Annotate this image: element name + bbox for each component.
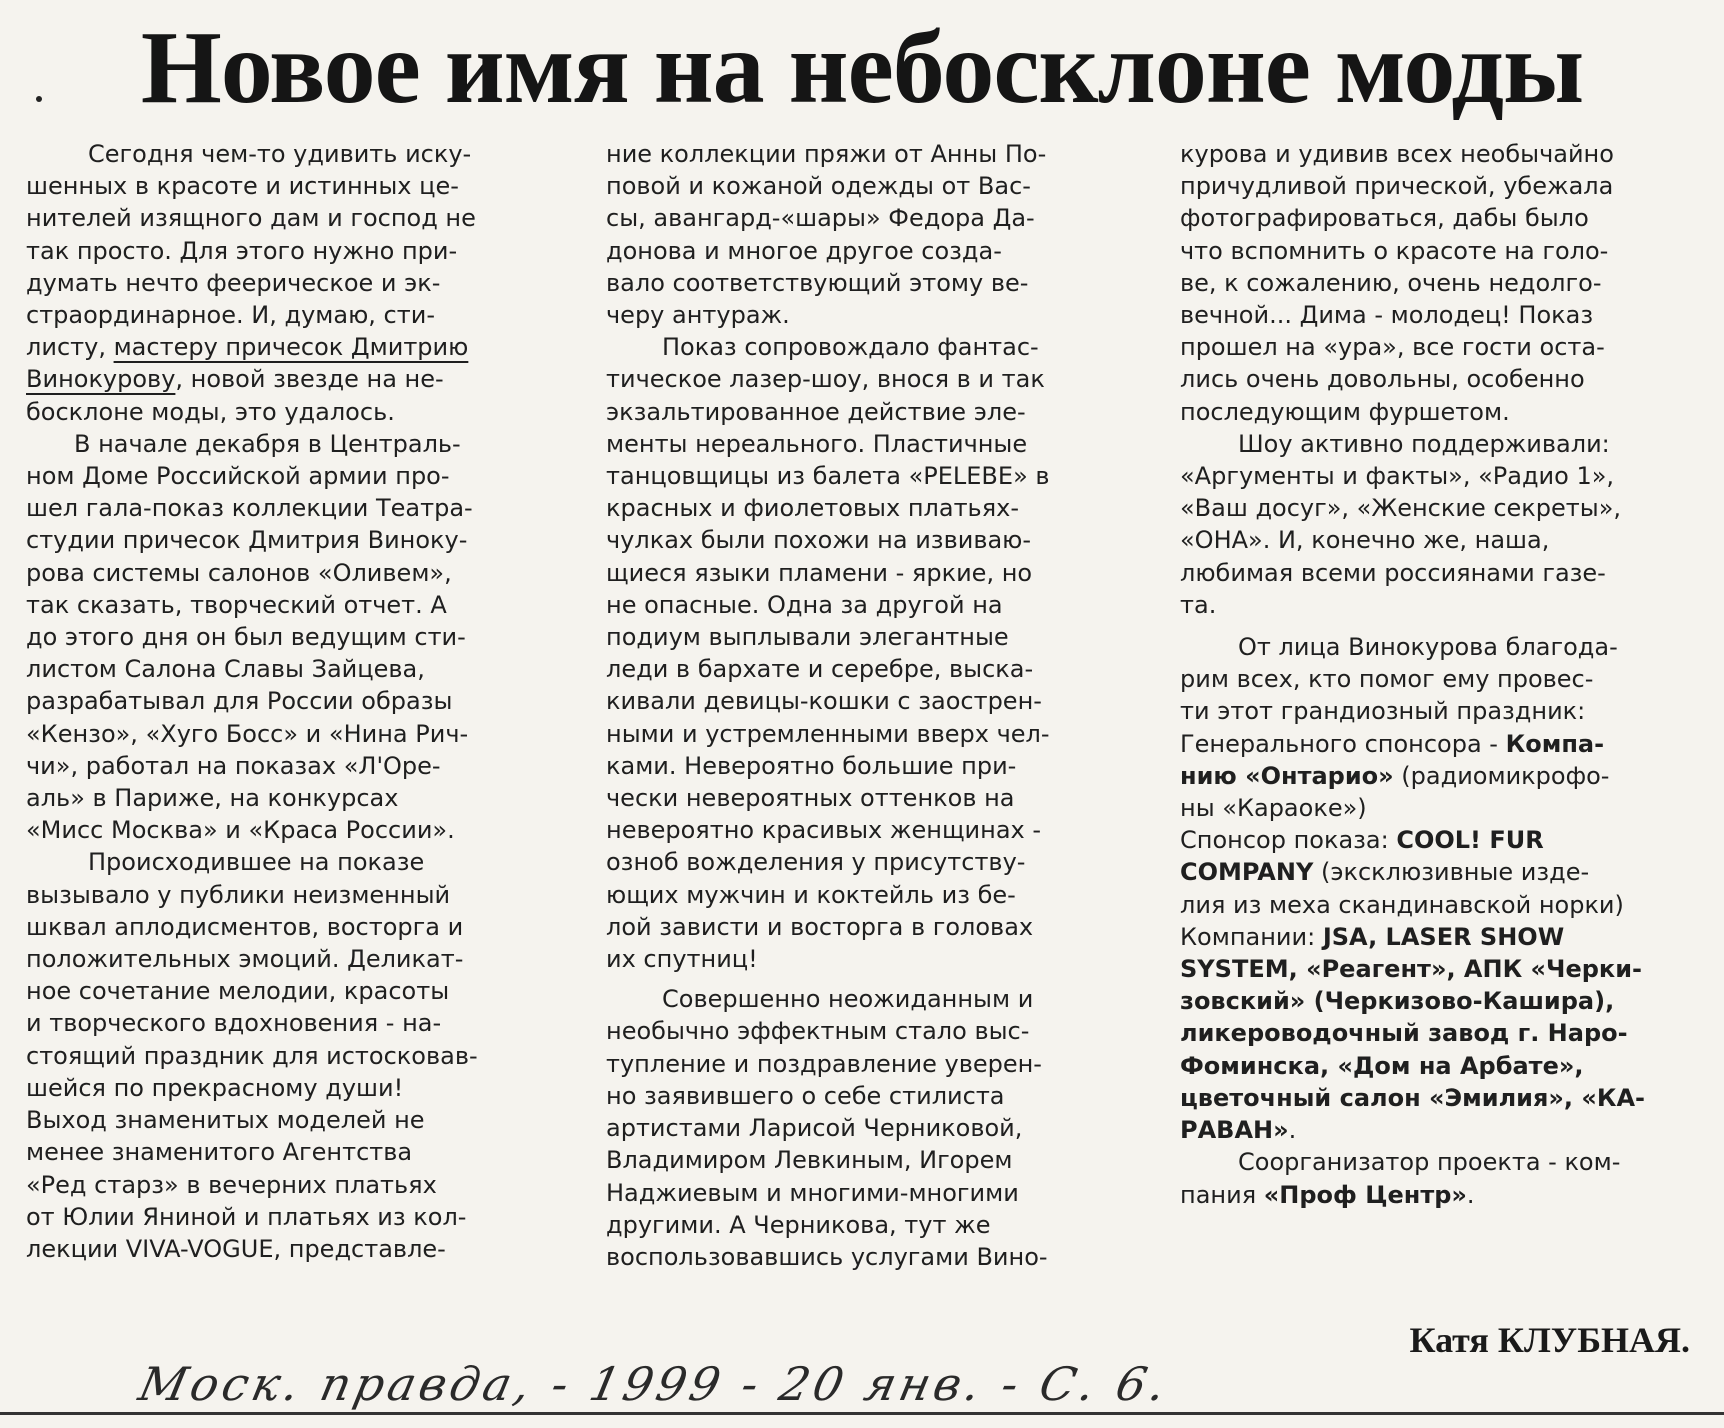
paragraph-collection: ние коллекции пряжи от Анны По- повой и кожаной одежды от Вас- сы, авангард-«шары» Федора Да- донова и многое другое созда- вало соответствующий этому ве- черу антураж. <box>606 140 1047 330</box>
companies-label: Компании: <box>1180 922 1323 951</box>
coorganizer-name: «Проф Центр» <box>1263 1180 1467 1209</box>
intro-text-b: , новой звезде на не- босклоне моды, это удалось. <box>26 365 444 426</box>
show-sponsor-note: (эксклюзивные изде- лия из меха скандинавской норки) <box>1180 858 1624 919</box>
article-column-1 <box>26 138 546 1368</box>
paragraph-companies <box>1180 921 1702 1146</box>
paragraph-show: В начале декабря в Централь- ном Доме Российской армии про- шел гала-показ коллекции Театра- студии причесок Дмитрия Виноку- рова системы салонов «Оливем», так сказать, творческий отчет. А до этого дня он был ведущим сти- листом Салона Славы Зайцева, разрабатывал для России образы «Кензо», «Хуго Босс» и «Нина Рич- чи», работал на показах «Л'Оре- аль» в Париже, на конкурсах «Мисс Москва» и «Краса России». <box>26 429 473 845</box>
intro-text-a: Сегодня чем-то удивить иску- шенных в красоте и истинных це- нителей изящного дам и господ не так просто. Для этого нужно при- думать нечто феерическое и эк- страординарное. И, думаю, сти- листу, <box>26 140 476 362</box>
companies-list: JSA, LASER SHOW SYSTEM, «Реагент», АПК «Черки- зовский» (Черкизово-Кашира), ликероводочный завод г. Наро- Фоминска, «Дом на Арбате», цветочный салон «Эмилия», «КА- РАВАН» <box>1180 922 1645 1145</box>
paragraph-show-sponsor <box>1180 824 1702 921</box>
companies-end: . <box>1288 1116 1297 1145</box>
underlined-phrase: мастеру причесок Дмитрию Винокурову <box>26 333 469 394</box>
handwritten-source-note: Моск. правда, - 1999 - 20 янв. - С. 6. <box>134 1357 1175 1411</box>
show-sponsor-label: Спонсор показа: <box>1180 826 1397 855</box>
general-sponsor: Компа- нию «Онтарио» <box>1180 729 1605 790</box>
article-column-2 <box>606 138 1126 1368</box>
bottom-rule <box>0 1412 1724 1415</box>
paragraph-thanks <box>1180 631 1702 824</box>
paragraph-coorganizer <box>1180 1146 1702 1210</box>
show-sponsor-name: COOL! FUR COMPANY <box>1180 826 1544 887</box>
paragraph-surprise: Совершенно неожиданным и необычно эффектным стало выс- тупление и поздравление уверен- но заявившего о себе стилиста артистами Ларисой Черниковой, Владимиром Левкиным, Игорем Наджиевым и многими-многими другими. А Черникова, тут же воспользовавшись услугами Вино- <box>606 985 1048 1271</box>
thanks-text: От лица Винокурова благода- рим всех, кто помог ему провес- ти этот грандиозный праздник: Генерального спонсора - <box>1180 633 1618 758</box>
article-headline: Новое имя на небосклоне моды <box>140 10 1584 125</box>
paragraph-laser-show: Показ сопровождало фантас- тическое лазер-шоу, внося в и так экзальтированное действие эле- менты нереального. Пластичные танцовщицы из балета «PELEBE» в красных и фиолетовых платьях- чулках были похожи на извиваю- щиеся языки пламени - яркие, но не опасные. Одна за другой на подиум выплывали элегантные леди в бархате и серебре, выска- кивали девицы-кошки с заострен- ными и устремленными вверх чел- ками. Невероятно большие при- чески невероятных оттенков на невероятно красивых женщинах - озноб вожделения у присутству- ющих мужчин и коктейль из бе- лой зависти и восторга в головах их спутниц! <box>606 333 1050 974</box>
article-column-3 <box>1180 138 1702 1218</box>
paragraph-reaction: Происходившее на показе вызывало у публики неизменный шквал аплодисментов, восторга и положительных эмоций. Деликат- ное сочетание мелодии, красоты и творческого вдохновения - на- стоящий праздник для истосковав- шейся по прекрасному души! Выход знаменитых моделей не менее знаменитого Агентства «Ред старз» в вечерних платьях от Юлии Яниной и платьях из кол- лекции VIVA-VOGUE, представле- <box>26 848 478 1263</box>
paragraph-hairstyle: курова и удивив всех необычайно причудливой прической, убежала фотографироваться, дабы было что вспомнить о красоте на голо- ве, к сожалению, очень недолго- вечной... Дима - молодец! Показ прошел на «ура», все гости оста- лись очень довольны, особенно последующим фуршетом. <box>1180 140 1614 426</box>
sponsor-note: (радиомикрофо- ны «Караоке») <box>1180 761 1610 823</box>
coorganizer-label: Соорганизатор проекта - ком- пания <box>1180 1148 1621 1209</box>
author-byline: Катя КЛУБНАЯ. <box>1409 1320 1690 1360</box>
paragraph-media-support: Шоу активно поддерживали: «Аргументы и факты», «Радио 1», «Ваш досуг», «Женские секреты», «ОНА». И, конечно же, наша, любимая всеми россиянами газе- та. <box>1180 429 1622 619</box>
coorganizer-end: . <box>1466 1180 1475 1209</box>
paragraph-intro <box>26 138 546 428</box>
